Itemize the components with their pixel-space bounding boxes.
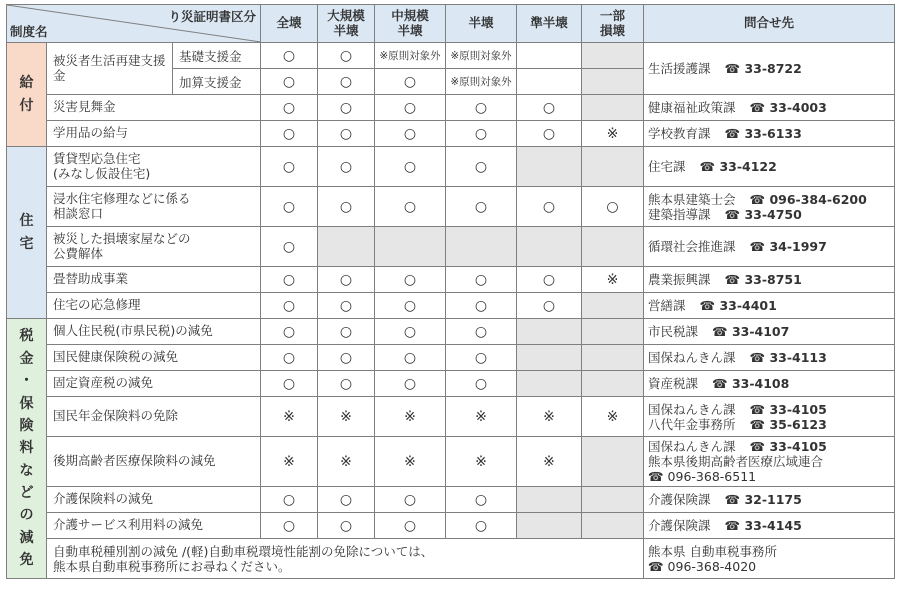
- header-col-zenkai: 全壊: [261, 5, 318, 43]
- mark-cell: ※: [446, 437, 517, 487]
- contact-line: [648, 454, 894, 469]
- mark-cell: ○: [375, 345, 446, 371]
- mark-cell: ○: [318, 69, 375, 95]
- row-name: 学用品の給与: [47, 121, 261, 147]
- mark-cell: [582, 437, 644, 487]
- contact-line: [648, 272, 894, 287]
- mark-cell: ○: [375, 293, 446, 319]
- contact-tel: ☎ 33-4105: [749, 401, 827, 417]
- contact-dept: 学校教育課: [648, 126, 711, 141]
- mark-cell: ○: [318, 187, 375, 227]
- mark-cell: [517, 319, 582, 345]
- contact-line: [648, 439, 894, 454]
- mark-cell: ○: [261, 43, 318, 69]
- relief-system-table: [6, 4, 895, 579]
- mark-cell: ○: [446, 187, 517, 227]
- mark-cell: [375, 227, 446, 267]
- row-name: 住宅の応急修理: [47, 293, 261, 319]
- mark-cell: ○: [375, 69, 446, 95]
- header-col-chukibo: 中規模 半壊: [375, 5, 446, 43]
- table-row: [7, 371, 895, 397]
- table-row: [7, 437, 895, 487]
- mark-cell: ○: [375, 121, 446, 147]
- mark-cell: ○: [375, 513, 446, 539]
- contact-tel: ☎ 33-8722: [724, 61, 802, 76]
- mark-cell: ○: [517, 267, 582, 293]
- mark-cell: ○: [517, 293, 582, 319]
- category-label: [7, 325, 46, 571]
- contact-dept: 生活援護課: [648, 61, 711, 76]
- contact-line: [648, 159, 894, 174]
- mark-cell: [517, 227, 582, 267]
- contact-tel: ☎ 35-6123: [749, 416, 827, 432]
- mark-cell: ○: [446, 319, 517, 345]
- mark-cell: ○: [375, 267, 446, 293]
- mark-cell: [582, 371, 644, 397]
- table-row: [7, 43, 895, 69]
- row-name: 被災者生活再建支援金: [47, 43, 173, 95]
- mark-cell: ○: [261, 345, 318, 371]
- mark-cell: [582, 487, 644, 513]
- contact-line: [648, 324, 894, 339]
- table-row: [7, 319, 895, 345]
- mark-cell: ※: [517, 397, 582, 437]
- mark-cell: [517, 69, 582, 95]
- contact-line: [648, 126, 894, 141]
- mark-cell: ○: [375, 319, 446, 345]
- mark-cell: ○: [318, 95, 375, 121]
- mark-cell: ※: [446, 397, 517, 437]
- contact-line: [648, 402, 894, 417]
- contact-line: [648, 298, 894, 313]
- mark-cell: [582, 95, 644, 121]
- mark-cell: ○: [446, 147, 517, 187]
- contact-tel: ☎ 33-4107: [712, 324, 790, 339]
- mark-cell: [582, 227, 644, 267]
- header-corner-cell: [7, 5, 261, 43]
- mark-cell: ○: [261, 293, 318, 319]
- mark-cell: ○: [318, 371, 375, 397]
- header-col-junhankai: 準半壊: [517, 5, 582, 43]
- row-name: 介護保険料の減免: [47, 487, 261, 513]
- header-row: [7, 5, 895, 43]
- table-row: [7, 147, 895, 187]
- contact-dept: 熊本県建築士会: [648, 191, 736, 207]
- header-system-name: 制度名: [10, 24, 48, 39]
- mark-cell: [582, 345, 644, 371]
- footer-contact: [644, 539, 895, 579]
- contact-dept: 熊本県後期高齢者医療広域連合: [648, 454, 824, 469]
- mark-cell: [318, 227, 375, 267]
- category-jutaku: [7, 147, 47, 319]
- category-char: 料: [19, 440, 34, 457]
- mark-cell: ○: [261, 371, 318, 397]
- footer-contact-office: 熊本県 自動車税事務所: [648, 543, 777, 559]
- row-name: 固定資産税の減免: [47, 371, 261, 397]
- contact-line: [648, 417, 894, 432]
- contact-cell: [644, 95, 895, 121]
- contact-dept: 資産税課: [648, 376, 699, 391]
- mark-cell: ○: [446, 95, 517, 121]
- contact-tel: ☎ 33-4122: [699, 159, 777, 174]
- mark-cell: ※原則対象外: [446, 43, 517, 69]
- contact-tel: ☎ 096-384-6200: [749, 191, 867, 207]
- category-char: 付: [19, 97, 34, 114]
- mark-cell: ○: [318, 487, 375, 513]
- mark-cell: ○: [261, 121, 318, 147]
- contact-line: [648, 492, 894, 507]
- row-name: 畳替助成事業: [47, 267, 261, 293]
- mark-cell: ○: [318, 513, 375, 539]
- footer-row: [7, 539, 895, 579]
- header-col-daikibo: 大規模 半壊: [318, 5, 375, 43]
- contact-cell: [644, 43, 895, 95]
- contact-dept: 市民税課: [648, 324, 699, 339]
- mark-cell: ○: [261, 227, 318, 267]
- contact-dept: 介護保険課: [648, 518, 711, 533]
- mark-cell: ※: [261, 397, 318, 437]
- contact-dept: 国保ねんきん課: [648, 350, 736, 365]
- mark-cell: ○: [446, 513, 517, 539]
- contact-tel: ☎ 33-4003: [749, 100, 827, 115]
- row-name: 賃貸型応急住宅 (みなし仮設住宅): [47, 147, 261, 187]
- mark-cell: ※: [517, 437, 582, 487]
- contact-tel: ☎ 33-4105: [749, 439, 827, 454]
- category-char: 宅: [19, 235, 34, 252]
- table-row: [7, 227, 895, 267]
- table-body: [7, 43, 895, 579]
- row-name: 被災した損壊家屋などの 公費解体: [47, 227, 261, 267]
- contact-line: [648, 61, 894, 76]
- category-char: な: [19, 462, 34, 479]
- category-char: 険: [19, 417, 34, 434]
- table-row: [7, 293, 895, 319]
- contact-dept: 介護保険課: [648, 492, 711, 507]
- mark-cell: ○: [517, 95, 582, 121]
- mark-cell: ○: [517, 121, 582, 147]
- contact-tel: ☎ 33-4113: [749, 350, 827, 365]
- category-char: 給: [19, 75, 34, 92]
- mark-cell: ※: [582, 267, 644, 293]
- mark-cell: ※: [318, 397, 375, 437]
- mark-cell: ○: [318, 121, 375, 147]
- mark-cell: ※: [261, 437, 318, 487]
- contact-tel: ☎ 33-6133: [724, 126, 802, 141]
- contact-cell: [644, 487, 895, 513]
- mark-cell: ○: [318, 267, 375, 293]
- row-name: 後期高齢者医療保険料の減免: [47, 437, 261, 487]
- table-row: [7, 267, 895, 293]
- footer-note: 自動車税種別割の減免 /(軽)自動車税環境性能割の免除については、 熊本県自動車税事務所にお尋ねください。: [47, 539, 644, 579]
- mark-cell: ※: [582, 121, 644, 147]
- contact-line: [648, 518, 894, 533]
- table-row: [7, 487, 895, 513]
- mark-cell: ○: [261, 513, 318, 539]
- table-row: [7, 95, 895, 121]
- mark-cell: [582, 43, 644, 69]
- mark-cell: ○: [318, 319, 375, 345]
- mark-cell: ○: [446, 371, 517, 397]
- mark-cell: ※: [318, 437, 375, 487]
- mark-cell: ○: [318, 345, 375, 371]
- category-char: ど: [19, 485, 34, 502]
- category-char: 減: [19, 529, 34, 546]
- header-col-ichibu: 一部 損壊: [582, 5, 644, 43]
- contact-cell: [644, 227, 895, 267]
- contact-tel: ☎ 33-4145: [724, 518, 802, 533]
- category-char: ・: [19, 373, 34, 390]
- mark-cell: ○: [517, 187, 582, 227]
- category-char: 免: [19, 552, 34, 569]
- mark-cell: ○: [261, 147, 318, 187]
- contact-dept: 営繕課: [648, 298, 686, 313]
- mark-cell: [517, 43, 582, 69]
- mark-cell: [582, 69, 644, 95]
- table-row: [7, 187, 895, 227]
- mark-cell: ○: [375, 487, 446, 513]
- mark-cell: ○: [261, 487, 318, 513]
- mark-cell: ※原則対象外: [446, 69, 517, 95]
- mark-cell: [517, 147, 582, 187]
- category-char: 税: [19, 328, 34, 345]
- row-name: 介護サービス利用料の減免: [47, 513, 261, 539]
- contact-line: [648, 100, 894, 115]
- relief-table-container: [6, 4, 895, 579]
- mark-cell: [446, 227, 517, 267]
- contact-cell: [644, 147, 895, 187]
- contact-tel: ☎ 34-1997: [749, 239, 827, 254]
- category-zeikin: [7, 319, 47, 579]
- mark-cell: ○: [261, 319, 318, 345]
- mark-cell: ○: [446, 345, 517, 371]
- contact-dept: 循環社会推進課: [648, 239, 736, 254]
- mark-cell: ○: [446, 267, 517, 293]
- mark-cell: ○: [375, 147, 446, 187]
- mark-cell: ○: [446, 293, 517, 319]
- footer-contact-tel: ☎ 096-368-4020: [648, 558, 757, 574]
- contact-cell: [644, 319, 895, 345]
- table-row: [7, 397, 895, 437]
- mark-cell: ○: [318, 43, 375, 69]
- contact-tel: ☎ 33-4401: [699, 298, 777, 313]
- contact-cell: [644, 293, 895, 319]
- table-row: [7, 121, 895, 147]
- contact-cell: [644, 397, 895, 437]
- category-kyufu: [7, 43, 47, 147]
- contact-dept: 建築指導課: [648, 206, 711, 222]
- mark-cell: ○: [318, 293, 375, 319]
- contact-cell: [644, 371, 895, 397]
- mark-cell: [582, 293, 644, 319]
- contact-cell: [644, 187, 895, 227]
- contact-line: [648, 350, 894, 365]
- category-char: 住: [19, 213, 34, 230]
- mark-cell: [582, 513, 644, 539]
- mark-cell: ○: [375, 371, 446, 397]
- mark-cell: ※: [582, 397, 644, 437]
- contact-line: [648, 376, 894, 391]
- mark-cell: [517, 371, 582, 397]
- mark-cell: ※: [375, 397, 446, 437]
- contact-line: [648, 469, 894, 484]
- contact-line: [648, 192, 894, 207]
- table-row: [7, 345, 895, 371]
- header-certificate-class: り災証明書区分: [168, 9, 257, 24]
- mark-cell: [517, 487, 582, 513]
- mark-cell: ○: [261, 69, 318, 95]
- row-name: 個人住民税(市県民税)の減免: [47, 319, 261, 345]
- category-char: 保: [19, 395, 34, 412]
- row-subname: 基礎支援金: [173, 43, 261, 69]
- contact-tel: ☎ 33-4750: [724, 206, 802, 222]
- category-char: 金: [19, 350, 34, 367]
- category-label: [7, 72, 46, 117]
- contact-cell: [644, 121, 895, 147]
- mark-cell: ○: [375, 187, 446, 227]
- mark-cell: [517, 345, 582, 371]
- contact-dept: 住宅課: [648, 159, 686, 174]
- mark-cell: ○: [375, 95, 446, 121]
- row-name: 災害見舞金: [47, 95, 261, 121]
- mark-cell: [582, 319, 644, 345]
- contact-dept: 国保ねんきん課: [648, 401, 736, 417]
- contact-dept: 国保ねんきん課: [648, 439, 736, 454]
- mark-cell: ※: [375, 437, 446, 487]
- contact-tel: ☎ 32-1175: [724, 492, 802, 507]
- contact-line: [648, 207, 894, 222]
- row-name: 浸水住宅修理などに係る 相談窓口: [47, 187, 261, 227]
- category-char: の: [19, 507, 34, 524]
- contact-dept: 健康福祉政策課: [648, 100, 736, 115]
- mark-cell: ○: [261, 95, 318, 121]
- contact-cell: [644, 345, 895, 371]
- mark-cell: ○: [446, 487, 517, 513]
- category-label: [7, 210, 46, 255]
- contact-tel: ☎ 33-8751: [724, 272, 802, 287]
- contact-dept: 農業振興課: [648, 272, 711, 287]
- row-name: 国民年金保険料の免除: [47, 397, 261, 437]
- contact-cell: [644, 267, 895, 293]
- mark-cell: ○: [261, 187, 318, 227]
- mark-cell: ○: [261, 267, 318, 293]
- mark-cell: [517, 513, 582, 539]
- mark-cell: ○: [582, 187, 644, 227]
- contact-tel: ☎ 33-4108: [712, 376, 790, 391]
- row-subname: 加算支援金: [173, 69, 261, 95]
- table-row: [7, 513, 895, 539]
- contact-dept: ☎ 096-368-6511: [648, 469, 757, 484]
- contact-line: [648, 239, 894, 254]
- mark-cell: ○: [446, 121, 517, 147]
- contact-dept: 八代年金事務所: [648, 416, 736, 432]
- mark-cell: [582, 147, 644, 187]
- header-col-hankai: 半壊: [446, 5, 517, 43]
- contact-cell: [644, 437, 895, 487]
- mark-cell: ※原則対象外: [375, 43, 446, 69]
- mark-cell: ○: [318, 147, 375, 187]
- header-col-contact: 問合せ先: [644, 5, 895, 43]
- row-name: 国民健康保険税の減免: [47, 345, 261, 371]
- contact-cell: [644, 513, 895, 539]
